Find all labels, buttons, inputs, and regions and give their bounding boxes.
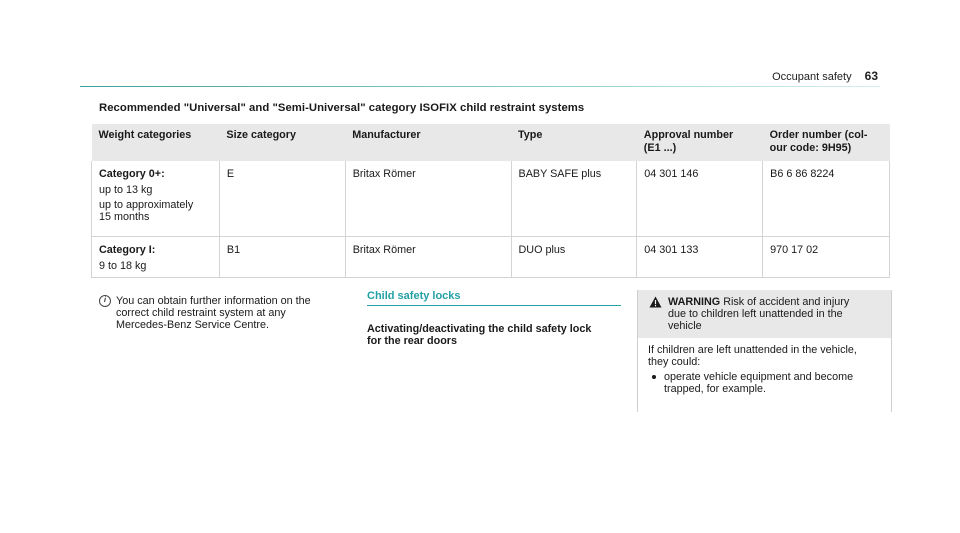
- col-approval-number: Approval number (E1 ...): [637, 124, 763, 161]
- weight-cell: [92, 236, 220, 277]
- warning-box: [637, 290, 892, 412]
- warning-triangle-icon: [649, 296, 662, 308]
- info-icon: i: [99, 295, 111, 307]
- category-detail: up to approximately: [99, 199, 194, 211]
- warning-header: [638, 290, 891, 338]
- col-order-number: Order number (col- our code: 9H95): [763, 124, 890, 161]
- weight-cell: [92, 161, 220, 236]
- subsection-title: Activating/deactivating the child safety lock for the rear doors: [367, 323, 592, 347]
- header-rule: [80, 86, 880, 87]
- category-name: Category 0+:: [99, 168, 165, 180]
- warning-body: [638, 338, 891, 401]
- col-size-category: Size category: [219, 124, 345, 161]
- section-label: Occupant safety: [772, 71, 852, 83]
- col-type: Type: [511, 124, 637, 161]
- type-cell: BABY SAFE plus: [511, 161, 637, 236]
- warning-text: If children are left unattended in the vehicle,: [648, 344, 857, 356]
- order-cell: B6 6 86 8224: [763, 161, 890, 236]
- page-header: [772, 69, 878, 83]
- page-number: 63: [864, 69, 878, 83]
- table-header-row: [92, 124, 890, 161]
- warning-summary: vehicle: [668, 320, 702, 332]
- category-detail: 9 to 18 kg: [99, 259, 147, 272]
- note-line: Mercedes-Benz Service Centre.: [116, 319, 270, 331]
- table-row: [92, 161, 890, 236]
- table-title: Recommended "Universal" and "Semi-Universal" category ISOFIX child restraint systems: [99, 102, 585, 114]
- warning-summary: Risk of accident and injury: [723, 296, 850, 308]
- manufacturer-cell: Britax Römer: [345, 236, 511, 277]
- info-note: [99, 295, 339, 331]
- category-name: Category I:: [99, 243, 156, 256]
- list-item: operate vehicle equipment and become trapped, for example.: [664, 371, 881, 395]
- table-row: [92, 236, 890, 277]
- warning-list: [648, 371, 881, 395]
- isofix-table: [91, 124, 890, 278]
- order-cell: 970 17 02: [763, 236, 890, 277]
- manufacturer-cell: Britax Römer: [345, 161, 511, 236]
- col-weight-categories: Weight categories: [92, 124, 220, 161]
- approval-cell: 04 301 133: [637, 236, 763, 277]
- warning-word: WARNING: [668, 296, 721, 308]
- warning-summary: due to children left unattended in the: [668, 308, 843, 320]
- approval-cell: 04 301 146: [637, 161, 763, 236]
- warning-text: they could:: [648, 356, 701, 368]
- category-detail: up to 13 kg: [99, 184, 153, 196]
- section-title: Child safety locks: [367, 290, 621, 306]
- category-detail: 15 months: [99, 211, 150, 223]
- size-cell: E: [219, 161, 345, 236]
- type-cell: DUO plus: [511, 236, 637, 277]
- note-line: You can obtain further information on the: [116, 295, 311, 307]
- size-cell: B1: [219, 236, 345, 277]
- col-manufacturer: Manufacturer: [345, 124, 511, 161]
- note-line: correct child restraint system at any: [116, 307, 286, 319]
